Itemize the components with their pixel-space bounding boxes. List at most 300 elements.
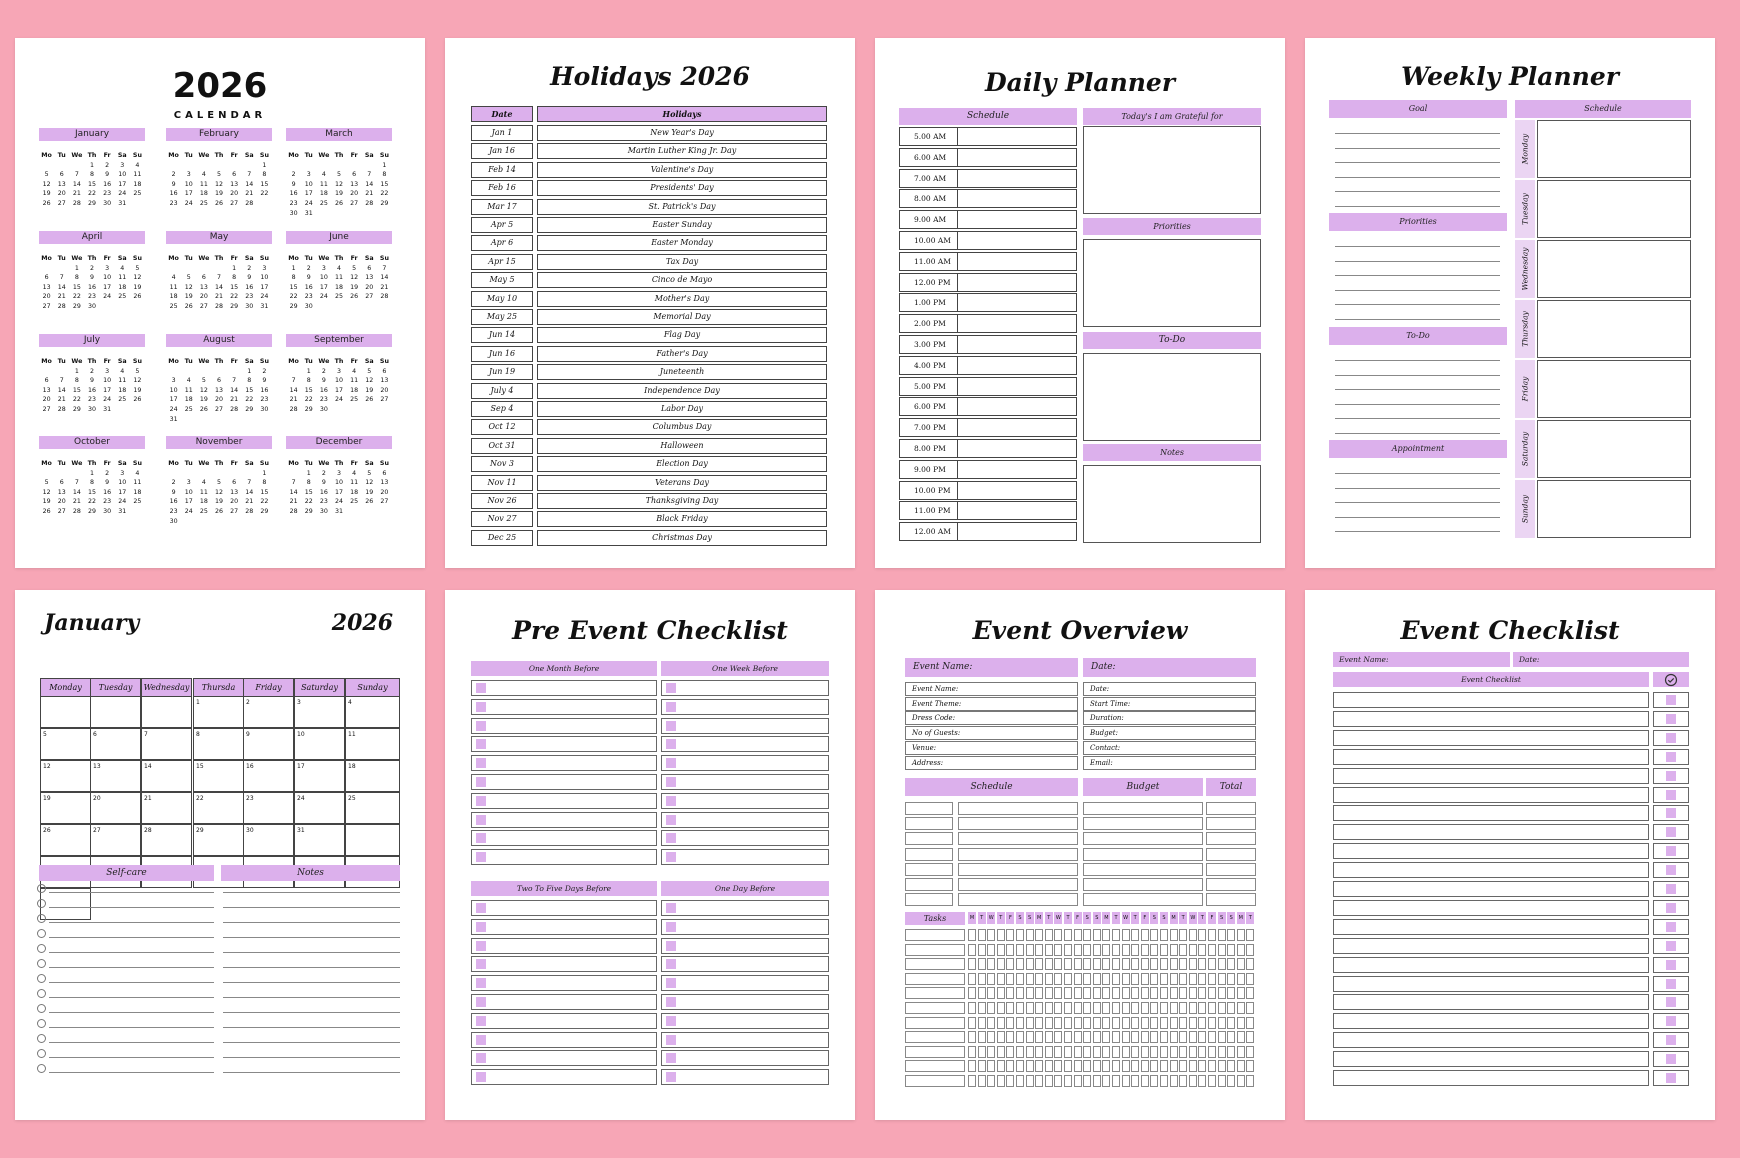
day-cell[interactable]: 27 <box>90 824 141 856</box>
checklist-item[interactable] <box>1333 862 1649 878</box>
day-number[interactable]: 2 <box>247 264 252 272</box>
checklist-item[interactable] <box>1333 787 1649 803</box>
task-tick-cell[interactable] <box>1093 1017 1101 1029</box>
selfcare-checkbox[interactable] <box>37 944 46 953</box>
entry-cell[interactable] <box>905 802 953 815</box>
task-tick-cell[interactable] <box>1122 1046 1130 1058</box>
checklist-item[interactable] <box>1333 1070 1649 1086</box>
selfcare-checkbox[interactable] <box>37 1004 46 1013</box>
day-number[interactable]: 26 <box>214 507 223 515</box>
task-tick-cell[interactable] <box>1179 1060 1187 1072</box>
day-number[interactable]: 31 <box>118 199 127 207</box>
day-number[interactable]: 7 <box>74 171 79 179</box>
time-slot[interactable] <box>899 273 1077 292</box>
task-tick-cell[interactable] <box>1054 1002 1062 1014</box>
day-number[interactable]: 24 <box>334 498 343 506</box>
checkbox[interactable] <box>1666 903 1676 913</box>
task-tick-cell[interactable] <box>987 958 995 970</box>
day-number[interactable]: 11 <box>199 180 208 188</box>
task-tick-cell[interactable] <box>1150 1060 1158 1072</box>
task-tick-cell[interactable] <box>987 1046 995 1058</box>
day-number[interactable]: 2 <box>262 367 267 375</box>
task-tick-cell[interactable] <box>1198 1060 1206 1072</box>
checklist-line[interactable] <box>661 919 829 935</box>
day-number[interactable]: 2 <box>291 171 296 179</box>
day-number[interactable]: 1 <box>306 469 311 477</box>
checkbox[interactable] <box>476 815 486 825</box>
day-number[interactable]: 23 <box>103 498 112 506</box>
checkbox[interactable] <box>666 941 676 951</box>
day-number[interactable]: 29 <box>380 199 389 207</box>
day-cell[interactable]: 3 <box>294 696 345 728</box>
day-number[interactable]: 23 <box>87 396 96 404</box>
checkbox[interactable] <box>476 721 486 731</box>
task-tick-cell[interactable] <box>978 944 986 956</box>
task-tick-cell[interactable] <box>1112 1017 1120 1029</box>
day-number[interactable]: 26 <box>133 293 142 301</box>
task-tick-cell[interactable] <box>968 1002 976 1014</box>
task-tick-cell[interactable] <box>1045 1031 1053 1043</box>
day-number[interactable]: 14 <box>230 386 239 394</box>
task-tick-cell[interactable] <box>1016 973 1024 985</box>
task-tick-cell[interactable] <box>1026 1017 1034 1029</box>
entry-cell[interactable] <box>1083 863 1203 876</box>
day-number[interactable]: 9 <box>291 180 296 188</box>
task-tick-cell[interactable] <box>1131 1075 1139 1087</box>
day-number[interactable]: 30 <box>304 302 313 310</box>
day-number[interactable]: 29 <box>87 507 96 515</box>
task-tick-cell[interactable] <box>1208 1060 1216 1072</box>
task-tick-cell[interactable] <box>1179 958 1187 970</box>
day-number[interactable]: 6 <box>44 377 49 385</box>
day-number[interactable]: 26 <box>350 293 359 301</box>
day-cell[interactable]: 23 <box>243 792 294 824</box>
day-cell[interactable] <box>141 696 192 728</box>
day-number[interactable]: 1 <box>74 367 79 375</box>
day-number[interactable]: 15 <box>380 180 389 188</box>
write-line[interactable] <box>1335 502 1500 503</box>
checkbox[interactable] <box>476 941 486 951</box>
notes-line[interactable] <box>223 892 400 893</box>
task-tick-cell[interactable] <box>1026 944 1034 956</box>
task-tick-cell[interactable] <box>1227 1017 1235 1029</box>
day-number[interactable]: 19 <box>133 386 142 394</box>
checklist-line[interactable] <box>471 975 657 991</box>
day-number[interactable]: 4 <box>120 264 125 272</box>
day-number[interactable]: 29 <box>230 302 239 310</box>
task-tick-cell[interactable] <box>1150 1002 1158 1014</box>
task-tick-cell[interactable] <box>1016 1031 1024 1043</box>
task-tick-cell[interactable] <box>1246 958 1254 970</box>
todo-box[interactable] <box>1083 353 1261 441</box>
day-number[interactable]: 1 <box>291 264 296 272</box>
task-tick-cell[interactable] <box>1237 987 1245 999</box>
task-tick-cell[interactable] <box>1074 1075 1082 1087</box>
day-number[interactable]: 25 <box>199 199 208 207</box>
day-number[interactable]: 28 <box>72 199 81 207</box>
checklist-line[interactable] <box>471 736 657 752</box>
day-number[interactable]: 26 <box>334 199 343 207</box>
task-tick-cell[interactable] <box>1006 987 1014 999</box>
checklist-line[interactable] <box>661 956 829 972</box>
entry-cell[interactable] <box>1083 817 1203 830</box>
task-tick-cell[interactable] <box>1131 958 1139 970</box>
task-tick-cell[interactable] <box>1189 1060 1197 1072</box>
write-line[interactable] <box>1335 206 1500 207</box>
task-tick-cell[interactable] <box>1006 973 1014 985</box>
day-cell[interactable]: 31 <box>294 824 345 856</box>
checklist-line[interactable] <box>471 830 657 846</box>
task-tick-cell[interactable] <box>1208 1002 1216 1014</box>
task-tick-cell[interactable] <box>1102 1031 1110 1043</box>
task-tick-cell[interactable] <box>1227 1075 1235 1087</box>
time-slot[interactable] <box>899 231 1077 250</box>
task-tick-cell[interactable] <box>1083 1075 1091 1087</box>
task-tick-cell[interactable] <box>1083 944 1091 956</box>
day-number[interactable]: 26 <box>365 396 374 404</box>
day-number[interactable]: 24 <box>103 293 112 301</box>
notes-line[interactable] <box>223 1072 400 1073</box>
checkbox[interactable] <box>1666 865 1676 875</box>
task-name-cell[interactable] <box>905 1046 965 1058</box>
write-line[interactable] <box>1335 261 1500 262</box>
day-number[interactable]: 10 <box>304 180 313 188</box>
day-number[interactable]: 26 <box>133 396 142 404</box>
task-tick-cell[interactable] <box>1208 973 1216 985</box>
day-number[interactable]: 23 <box>103 190 112 198</box>
task-tick-cell[interactable] <box>1054 958 1062 970</box>
task-tick-cell[interactable] <box>1246 1017 1254 1029</box>
day-number[interactable]: 8 <box>262 171 267 179</box>
day-number[interactable]: 11 <box>350 377 359 385</box>
task-tick-cell[interactable] <box>1246 973 1254 985</box>
task-tick-cell[interactable] <box>1093 1046 1101 1058</box>
day-number[interactable]: 2 <box>306 264 311 272</box>
day-cell[interactable]: 15 <box>193 760 244 792</box>
task-tick-cell[interactable] <box>1112 1075 1120 1087</box>
day-number[interactable]: 8 <box>232 274 237 282</box>
task-tick-cell[interactable] <box>1198 1075 1206 1087</box>
checklist-line[interactable] <box>471 938 657 954</box>
day-number[interactable]: 6 <box>382 367 387 375</box>
day-number[interactable]: 4 <box>186 377 191 385</box>
task-tick-cell[interactable] <box>1093 987 1101 999</box>
day-number[interactable]: 7 <box>247 171 252 179</box>
day-number[interactable]: 6 <box>232 479 237 487</box>
day-number[interactable]: 5 <box>367 367 372 375</box>
task-tick-cell[interactable] <box>1237 1017 1245 1029</box>
task-tick-cell[interactable] <box>1054 1075 1062 1087</box>
task-tick-cell[interactable] <box>1064 958 1072 970</box>
time-slot[interactable] <box>899 293 1077 312</box>
day-number[interactable]: 26 <box>199 405 208 413</box>
time-slot[interactable] <box>899 210 1077 229</box>
day-number[interactable]: 17 <box>118 180 127 188</box>
task-tick-cell[interactable] <box>968 1017 976 1029</box>
day-number[interactable]: 22 <box>380 190 389 198</box>
day-number[interactable]: 22 <box>72 293 81 301</box>
day-number[interactable]: 13 <box>230 488 239 496</box>
write-line[interactable] <box>1335 517 1500 518</box>
day-number[interactable]: 24 <box>169 405 178 413</box>
task-tick-cell[interactable] <box>978 958 986 970</box>
task-tick-cell[interactable] <box>1112 987 1120 999</box>
notes-line[interactable] <box>223 1012 400 1013</box>
day-number[interactable]: 30 <box>319 507 328 515</box>
task-tick-cell[interactable] <box>1122 958 1130 970</box>
entry-cell[interactable] <box>905 878 953 891</box>
day-number[interactable]: 17 <box>334 488 343 496</box>
checkbox[interactable] <box>666 683 676 693</box>
task-tick-cell[interactable] <box>1179 973 1187 985</box>
day-number[interactable]: 14 <box>289 386 298 394</box>
task-tick-cell[interactable] <box>1045 973 1053 985</box>
day-number[interactable]: 20 <box>42 293 51 301</box>
task-tick-cell[interactable] <box>1131 1002 1139 1014</box>
day-number[interactable]: 3 <box>171 377 176 385</box>
day-number[interactable]: 12 <box>214 180 223 188</box>
selfcare-checkbox[interactable] <box>37 974 46 983</box>
day-number[interactable]: 27 <box>42 405 51 413</box>
day-cell[interactable]: 21 <box>141 792 192 824</box>
task-tick-cell[interactable] <box>1083 1046 1091 1058</box>
task-tick-cell[interactable] <box>1150 1075 1158 1087</box>
task-tick-cell[interactable] <box>1093 1031 1101 1043</box>
task-name-cell[interactable] <box>905 1017 965 1029</box>
day-number[interactable]: 8 <box>306 479 311 487</box>
task-tick-cell[interactable] <box>1054 987 1062 999</box>
day-number[interactable]: 11 <box>118 377 127 385</box>
checkbox[interactable] <box>476 1016 486 1026</box>
checkbox[interactable] <box>476 903 486 913</box>
day-number[interactable]: 6 <box>232 171 237 179</box>
task-tick-cell[interactable] <box>1074 1017 1082 1029</box>
entry-cell[interactable] <box>1083 893 1203 906</box>
task-tick-cell[interactable] <box>1150 1046 1158 1058</box>
notes-line[interactable] <box>223 1042 400 1043</box>
time-slot[interactable] <box>899 148 1077 167</box>
task-tick-cell[interactable] <box>1122 1017 1130 1029</box>
day-number[interactable]: 27 <box>214 405 223 413</box>
entry-cell[interactable] <box>1206 893 1256 906</box>
day-number[interactable]: 22 <box>304 498 313 506</box>
day-number[interactable]: 4 <box>321 171 326 179</box>
day-number[interactable]: 28 <box>380 293 389 301</box>
day-number[interactable]: 25 <box>350 498 359 506</box>
day-number[interactable]: 17 <box>334 386 343 394</box>
entry-cell[interactable] <box>905 832 953 845</box>
day-number[interactable]: 31 <box>334 507 343 515</box>
day-schedule-box[interactable] <box>1537 180 1691 238</box>
time-slot[interactable] <box>899 439 1077 458</box>
day-number[interactable]: 6 <box>59 171 64 179</box>
task-tick-cell[interactable] <box>978 1017 986 1029</box>
day-number[interactable]: 18 <box>334 283 343 291</box>
time-slot[interactable] <box>899 522 1077 541</box>
day-cell[interactable] <box>345 824 400 856</box>
day-number[interactable]: 7 <box>367 171 372 179</box>
time-slot[interactable] <box>899 314 1077 333</box>
day-number[interactable]: 20 <box>57 190 66 198</box>
day-number[interactable]: 13 <box>365 274 374 282</box>
task-tick-cell[interactable] <box>1064 973 1072 985</box>
checklist-line[interactable] <box>471 1013 657 1029</box>
checkbox[interactable] <box>476 1035 486 1045</box>
day-number[interactable]: 23 <box>289 199 298 207</box>
day-number[interactable]: 8 <box>247 377 252 385</box>
day-number[interactable]: 3 <box>120 469 125 477</box>
day-number[interactable]: 31 <box>169 415 178 423</box>
day-number[interactable]: 20 <box>380 488 389 496</box>
day-number[interactable]: 5 <box>216 171 221 179</box>
task-tick-cell[interactable] <box>1208 1075 1216 1087</box>
task-tick-cell[interactable] <box>1122 987 1130 999</box>
day-schedule-box[interactable] <box>1537 420 1691 478</box>
day-number[interactable]: 12 <box>350 274 359 282</box>
checkbox[interactable] <box>1666 997 1676 1007</box>
day-number[interactable]: 29 <box>72 302 81 310</box>
checkbox[interactable] <box>476 777 486 787</box>
day-number[interactable]: 8 <box>74 377 79 385</box>
task-tick-cell[interactable] <box>1122 1031 1130 1043</box>
day-number[interactable]: 25 <box>184 405 193 413</box>
day-number[interactable]: 8 <box>306 377 311 385</box>
day-number[interactable]: 28 <box>245 199 254 207</box>
task-tick-cell[interactable] <box>987 1031 995 1043</box>
task-tick-cell[interactable] <box>1064 1046 1072 1058</box>
day-number[interactable]: 18 <box>118 386 127 394</box>
selfcare-checkbox[interactable] <box>37 989 46 998</box>
day-number[interactable]: 4 <box>352 367 357 375</box>
task-tick-cell[interactable] <box>1179 1017 1187 1029</box>
day-number[interactable]: 7 <box>247 479 252 487</box>
checkbox[interactable] <box>1666 1035 1676 1045</box>
task-tick-cell[interactable] <box>1227 1031 1235 1043</box>
day-number[interactable]: 27 <box>230 507 239 515</box>
task-tick-cell[interactable] <box>968 1060 976 1072</box>
day-number[interactable]: 15 <box>304 488 313 496</box>
day-number[interactable]: 7 <box>216 274 221 282</box>
day-number[interactable]: 17 <box>319 283 328 291</box>
selfcare-line[interactable] <box>49 892 214 893</box>
task-tick-cell[interactable] <box>1150 987 1158 999</box>
task-tick-cell[interactable] <box>1064 1075 1072 1087</box>
day-number[interactable]: 16 <box>87 386 96 394</box>
checkbox[interactable] <box>476 758 486 768</box>
checklist-line[interactable] <box>661 736 829 752</box>
day-number[interactable]: 16 <box>319 386 328 394</box>
task-name-cell[interactable] <box>905 958 965 970</box>
detail-row[interactable]: No of Guests: <box>905 726 1078 740</box>
task-tick-cell[interactable] <box>1227 1060 1235 1072</box>
task-tick-cell[interactable] <box>1045 1046 1053 1058</box>
day-number[interactable]: 2 <box>171 479 176 487</box>
task-tick-cell[interactable] <box>1208 1031 1216 1043</box>
task-tick-cell[interactable] <box>1016 1075 1024 1087</box>
day-number[interactable]: 12 <box>184 283 193 291</box>
day-number[interactable]: 8 <box>74 274 79 282</box>
task-tick-cell[interactable] <box>1189 1017 1197 1029</box>
day-number[interactable]: 29 <box>304 405 313 413</box>
selfcare-line[interactable] <box>49 937 214 938</box>
day-number[interactable]: 19 <box>42 498 51 506</box>
checklist-line[interactable] <box>471 1069 657 1085</box>
task-tick-cell[interactable] <box>1218 929 1226 941</box>
task-tick-cell[interactable] <box>1170 1031 1178 1043</box>
write-line[interactable] <box>1335 473 1500 474</box>
day-number[interactable]: 25 <box>169 302 178 310</box>
task-tick-cell[interactable] <box>1122 973 1130 985</box>
selfcare-checkbox[interactable] <box>37 1019 46 1028</box>
task-tick-cell[interactable] <box>1074 987 1082 999</box>
task-tick-cell[interactable] <box>1141 944 1149 956</box>
task-tick-cell[interactable] <box>1198 958 1206 970</box>
day-number[interactable]: 16 <box>319 488 328 496</box>
task-tick-cell[interactable] <box>1045 958 1053 970</box>
checkbox[interactable] <box>1666 884 1676 894</box>
entry-cell[interactable] <box>958 863 1078 876</box>
day-number[interactable]: 14 <box>365 180 374 188</box>
task-tick-cell[interactable] <box>1074 973 1082 985</box>
day-number[interactable]: 8 <box>382 171 387 179</box>
day-number[interactable]: 17 <box>103 283 112 291</box>
detail-row[interactable]: Budget: <box>1083 726 1256 740</box>
day-number[interactable]: 21 <box>72 498 81 506</box>
task-tick-cell[interactable] <box>968 1046 976 1058</box>
task-tick-cell[interactable] <box>1170 973 1178 985</box>
day-number[interactable]: 31 <box>304 209 313 217</box>
day-number[interactable]: 11 <box>118 274 127 282</box>
day-number[interactable]: 11 <box>184 386 193 394</box>
day-number[interactable]: 9 <box>105 171 110 179</box>
selfcare-line[interactable] <box>49 907 214 908</box>
day-number[interactable]: 28 <box>289 507 298 515</box>
time-slot[interactable] <box>899 481 1077 500</box>
day-number[interactable]: 16 <box>260 386 269 394</box>
day-number[interactable]: 28 <box>214 302 223 310</box>
task-name-cell[interactable] <box>905 987 965 999</box>
day-number[interactable]: 1 <box>247 367 252 375</box>
day-number[interactable]: 11 <box>199 488 208 496</box>
day-number[interactable]: 29 <box>72 405 81 413</box>
task-tick-cell[interactable] <box>1083 1060 1091 1072</box>
entry-cell[interactable] <box>1083 878 1203 891</box>
selfcare-checkbox[interactable] <box>37 899 46 908</box>
detail-row[interactable]: Event Name: <box>905 682 1078 696</box>
checkbox[interactable] <box>1666 960 1676 970</box>
task-tick-cell[interactable] <box>1112 1002 1120 1014</box>
day-number[interactable]: 1 <box>89 469 94 477</box>
task-tick-cell[interactable] <box>997 929 1005 941</box>
day-number[interactable]: 25 <box>319 199 328 207</box>
task-tick-cell[interactable] <box>978 929 986 941</box>
task-tick-cell[interactable] <box>987 1060 995 1072</box>
notes-box[interactable] <box>1083 465 1261 543</box>
task-tick-cell[interactable] <box>1246 1002 1254 1014</box>
day-number[interactable]: 15 <box>289 283 298 291</box>
task-tick-cell[interactable] <box>997 973 1005 985</box>
write-line[interactable] <box>1335 275 1500 276</box>
task-tick-cell[interactable] <box>1083 987 1091 999</box>
day-number[interactable]: 20 <box>57 498 66 506</box>
task-tick-cell[interactable] <box>1045 987 1053 999</box>
day-number[interactable]: 21 <box>365 190 374 198</box>
selfcare-line[interactable] <box>49 967 214 968</box>
day-number[interactable]: 19 <box>184 293 193 301</box>
write-line[interactable] <box>1335 404 1500 405</box>
time-slot[interactable] <box>899 335 1077 354</box>
day-number[interactable]: 13 <box>42 386 51 394</box>
